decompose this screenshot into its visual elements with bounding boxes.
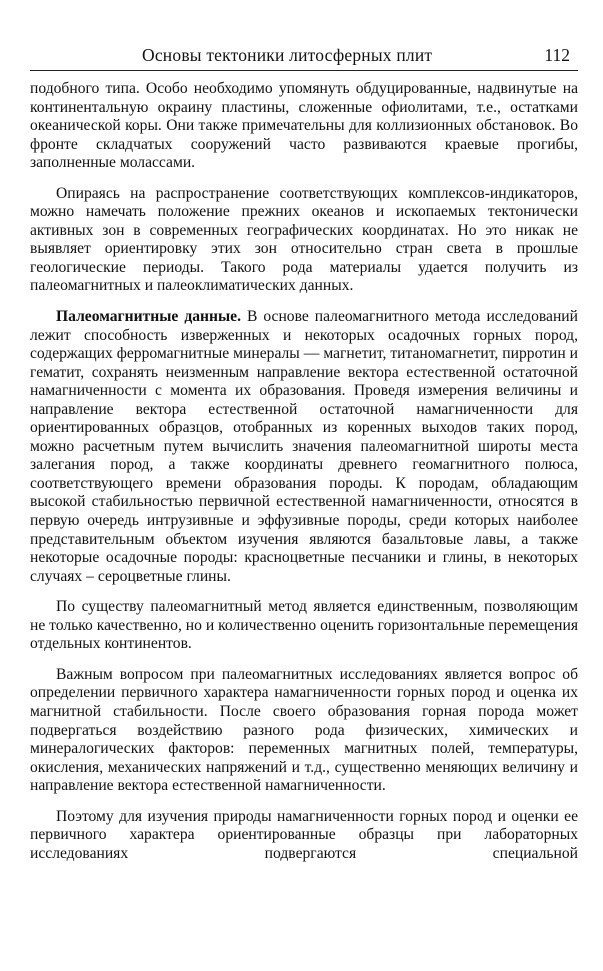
paragraph-3	[30, 308, 578, 586]
paragraph-4: По существу палеомагнитный метод является единственным, позволяющим не только качественно, но и количественно оценить горизонтальные перемещения отдельных континентов.	[30, 598, 578, 653]
section-lead: Палеомагнитные данные.	[56, 308, 241, 326]
paragraph-3-text: В основе палеомагнитного метода исследований лежит способность изверженных и некоторых осадочных горных пород, содержащих ферромагнитные минералы — магнетит, титаномагнетит, пирротин и гематит, сохранять неизменным направление вектора естественной остаточной намагниченности с момента их образования. Проведя измерения величины и направление вектора естественной остаточной намагниченности для ориентированных образцов, отобранных из коренных выходов таких пород, можно расчетным путем вычислить значения палеомагнитной широты места залегания пород, а также координаты древнего геомагнитного полюса, соответствующего времени образования породы. К породам, обладающим высокой стабильностью первичной естественной намагниченности, относятся в первую очередь интрузивные и эффузивные породы, среди которых наиболее представительным объектом изучения являются базальтовые лавы, а также некоторые осадочные породы: красноцветные песчаники и глины, в некоторых случаях – сероцветные глины.	[30, 308, 578, 585]
header-title: Основы тектоники литосферных плит	[142, 45, 433, 65]
page-number: 112	[544, 45, 570, 65]
paragraph-5: Важным вопросом при палеомагнитных исследованиях является вопрос об определении первичного характера намагниченности горных пород и оценка их магнитной стабильности. После своего образования горная порода может подвергаться воздействию разного рода физических, химических и минералогических факторов: переменных магнитных полей, температуры, окисления, механических напряжений и т.д., существенно меняющих величину и направление вектора естественной намагниченности.	[30, 665, 578, 795]
running-header	[30, 42, 578, 71]
body-text	[30, 80, 578, 875]
paragraph-1: подобного типа. Особо необходимо упомянуть обдуцированные, надвинутые на континентальную окраину пластины, сложенные офиолитами, т.е., остатками океанической коры. Они также примечательны для коллизионных обстановок. Во фронте складчатых сооружений часто развиваются краевые прогибы, заполненные молассами.	[30, 80, 578, 172]
paragraph-6: Поэтому для изучения природы намагниченности горных пород и оценки ее первичного характера ориентированные образцы при лабораторных исследованиях подвергаются специальной	[30, 807, 578, 862]
paragraph-2: Опираясь на распространение соответствующих комплексов-индикаторов, можно намечать положение прежних океанов и ископаемых тектонически активных зон в современных географических координатах. Но это никак не выявляет ориентировку этих зон относительно стран света в прошлые геологические периоды. Такого рода материалы удается получить из палеомагнитных и палеоклиматических данных.	[30, 184, 578, 295]
